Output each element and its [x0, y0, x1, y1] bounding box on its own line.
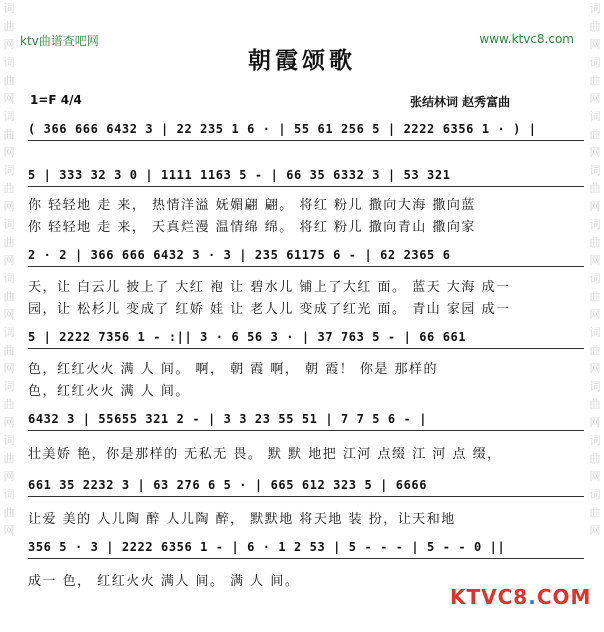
site-name-left: ktv曲谱查吧网 [20, 34, 99, 48]
lyric-line: 你 轻轻地 走 来， 热情洋溢 妩媚翩 翩。 将红 粉儿 撒向大海 撒向蓝 [28, 198, 476, 213]
lyric-line: 让爱 美的 人儿陶 醉 人儿陶 醉， 默默地 将天地 装 扮，让天和地 [28, 512, 456, 527]
lyric-line: 壮美娇 艳，你是那样的 无私无 畏。 默 默 地把 江河 点缀 江 河 点 缀， [28, 447, 502, 462]
notation-row-2: 5 | 333 32 3 0 | 1111 1163 5 - | 66 35 6332 3 | 53 321 [28, 168, 584, 187]
key-time-signature: 1=F 4/4 [30, 93, 82, 107]
left-watermark-rail: 词 曲 网 词 曲 网 词 曲 网 词 曲 网 词 曲 网 词 曲 网 词 曲 网 词 曲 网 词 曲 网 词 曲 网 [3, 2, 15, 537]
lyric-line: 天，让 白云儿 披上了 大红 袍 让 碧水儿 铺上了大红 面。 蓝天 大海 成一 [28, 280, 511, 295]
logo-text-b: COM [536, 585, 592, 609]
notation-row-1: ( 366 666 6432 3 | 22 235 1 6 · | 55 61 256 5 | 2222 6356 1 · ) | [28, 122, 584, 141]
right-watermark-rail: 词 曲 网 词 曲 网 词 曲 网 词 曲 网 词 曲 网 词 曲 网 词 曲 网 词 曲 网 词 曲 网 词 曲 网 [589, 2, 601, 537]
site-url-right: www.ktvc8.com [479, 32, 574, 46]
lyric-line: 你 轻轻地 走 来， 天真烂漫 温情绵 绵。 将红 粉儿 撒向青山 撒向家 [28, 220, 476, 235]
song-credits: 张结林词 赵秀富曲 [410, 95, 511, 109]
notation-row-3: 2 · 2 | 366 666 6432 3 · 3 | 235 61175 6 - | 62 2365 6 [28, 248, 584, 267]
logo-dot: . [528, 585, 537, 609]
notation-row-5: 6432 3 | 55655 321 2 - | 3 3 23 55 51 | 7 7 5 6 - | [28, 412, 584, 431]
lyric-line: 色，红红火火 满 人 间。 [28, 384, 190, 399]
lyric-line: 色，红红火火 满 人 间。 啊， 朝 霞 啊， 朝 霞！ 你是 那样的 [28, 362, 438, 377]
ktvc8-logo [450, 585, 591, 609]
song-title: 朝霞颂歌 [248, 48, 356, 74]
notation-row-6: 661 35 2232 3 | 63 276 6 5 · | 665 612 323 5 | 6666 [28, 478, 584, 497]
notation-row-4: 5 | 2222 7356 1 - :|| 3 · 6 56 3 · | 37 763 5 - | 66 661 [28, 330, 584, 349]
lyric-line: 成一 色， 红红火火 满人 间。 满 人 间。 [28, 574, 300, 589]
notation-row-7: 356 5 · 3 | 2222 6356 1 - | 6 · 1 2 53 | 5 - - - | 5 - - 0 || [28, 540, 584, 559]
logo-text-a: KTVC8 [450, 585, 529, 609]
lyric-line: 园，让 松杉儿 变成了 红娇 娃 让 老人儿 变成了红光 面。 青山 家园 成一 [28, 302, 511, 317]
